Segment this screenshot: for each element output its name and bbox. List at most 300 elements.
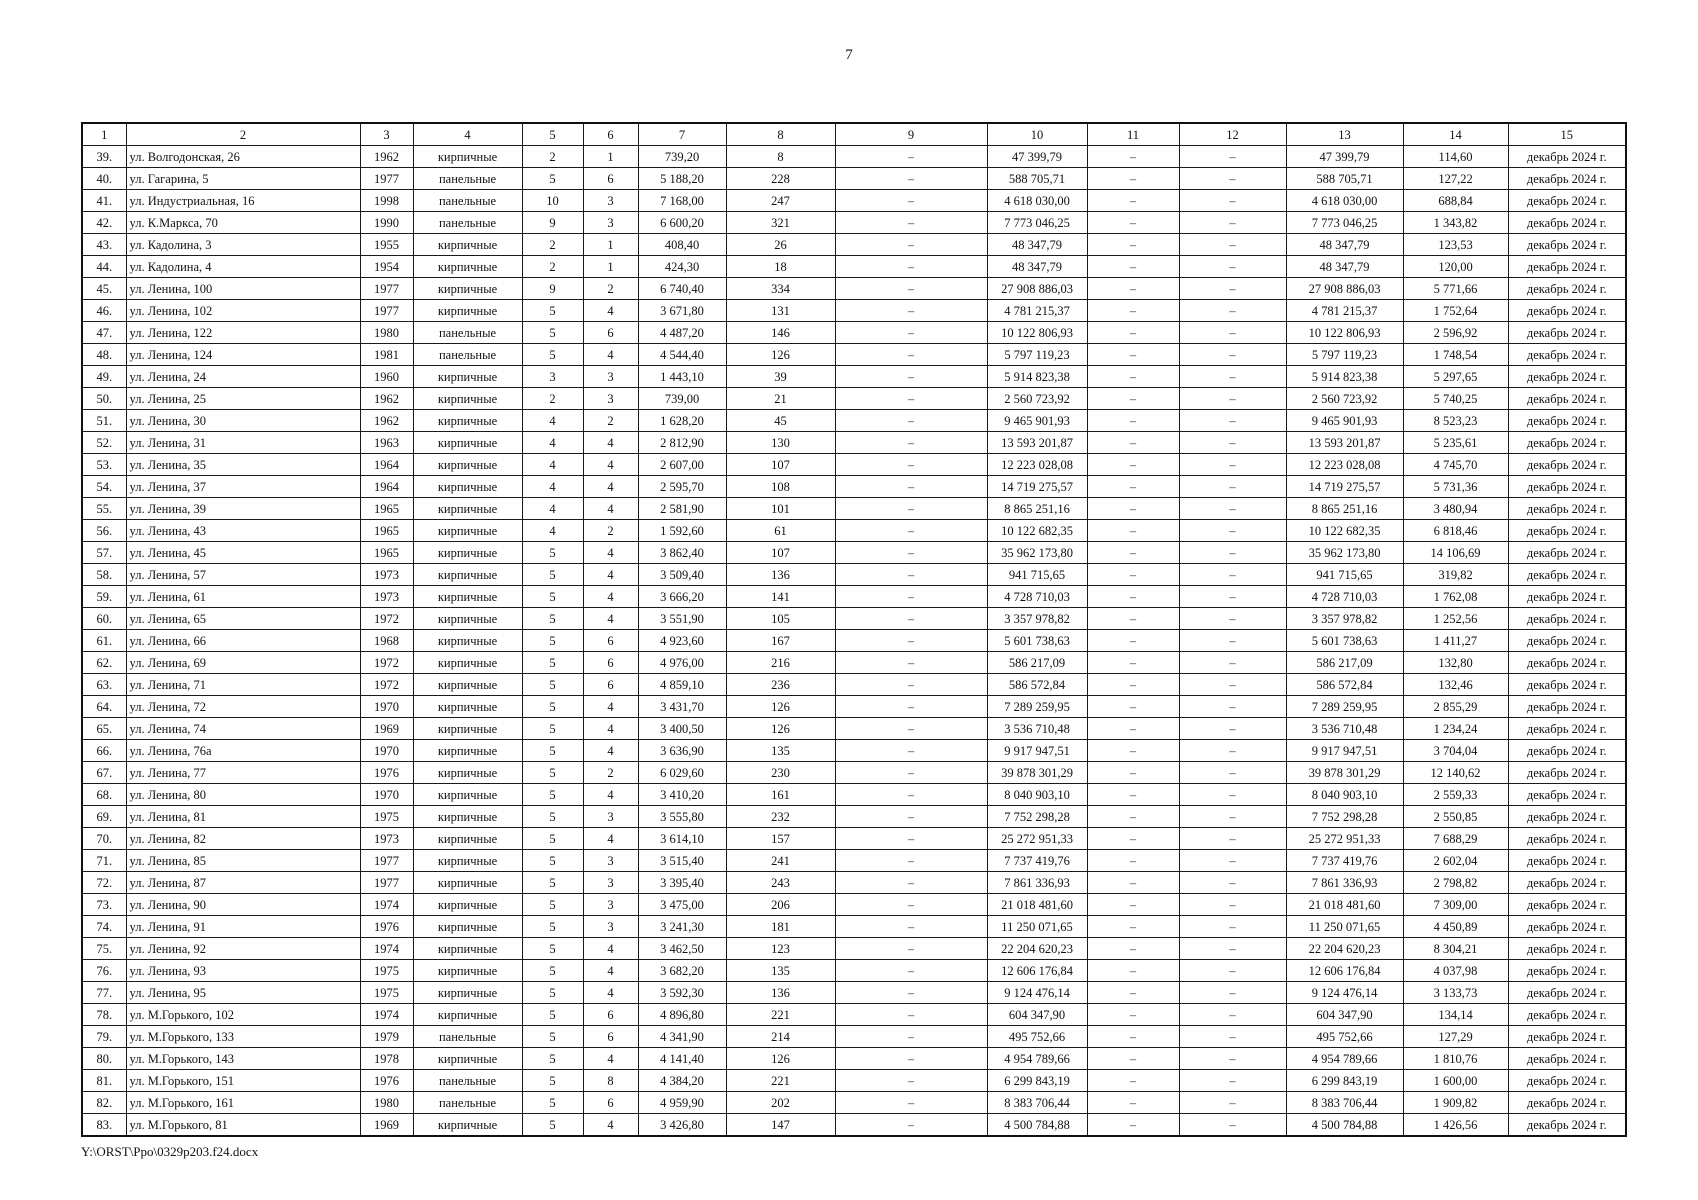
table-cell-col-7: 4 544,40: [638, 344, 726, 366]
table-cell-col-10: 4 728 710,03: [987, 586, 1087, 608]
table-cell-col-4: кирпичные: [413, 630, 522, 652]
table-cell-col-5: 5: [522, 784, 583, 806]
table-cell-col-5: 5: [522, 1070, 583, 1092]
table-cell-col-14: 127,22: [1403, 168, 1508, 190]
table-cell-col-10: 10 122 682,35: [987, 520, 1087, 542]
table-row: [82, 872, 1626, 894]
table-cell-col-12: –: [1179, 278, 1286, 300]
table-cell-col-15: декабрь 2024 г.: [1508, 982, 1626, 1004]
table-cell-col-11: –: [1087, 806, 1179, 828]
table-cell-col-12: –: [1179, 1004, 1286, 1026]
table-cell-col-5: 5: [522, 608, 583, 630]
table-cell-col-6: 3: [583, 872, 638, 894]
table-cell-col-1: 68.: [82, 784, 126, 806]
table-cell-col-5: 5: [522, 1092, 583, 1114]
table-cell-col-3: 1965: [360, 498, 413, 520]
table-row: [82, 1004, 1626, 1026]
table-row: [82, 1070, 1626, 1092]
table-cell-col-15: декабрь 2024 г.: [1508, 938, 1626, 960]
table-cell-col-6: 3: [583, 850, 638, 872]
table-cell-col-13: 12 223 028,08: [1286, 454, 1403, 476]
table-cell-col-9: –: [835, 762, 987, 784]
table-cell-col-3: 1970: [360, 740, 413, 762]
table-cell-col-4: кирпичные: [413, 828, 522, 850]
table-cell-col-1: 65.: [82, 718, 126, 740]
table-cell-col-11: –: [1087, 718, 1179, 740]
table-cell-col-4: кирпичные: [413, 410, 522, 432]
table-cell-col-3: 1972: [360, 652, 413, 674]
table-cell-col-4: кирпичные: [413, 960, 522, 982]
table-cell-col-14: 1 252,56: [1403, 608, 1508, 630]
table-cell-col-13: 6 299 843,19: [1286, 1070, 1403, 1092]
table-cell-col-2: ул. Ленина, 24: [126, 366, 360, 388]
table-cell-col-3: 1975: [360, 960, 413, 982]
table-row: [82, 212, 1626, 234]
table-cell-col-15: декабрь 2024 г.: [1508, 410, 1626, 432]
table-cell-col-13: 5 797 119,23: [1286, 344, 1403, 366]
table-cell-col-13: 47 399,79: [1286, 146, 1403, 168]
table-cell-col-3: 1976: [360, 1070, 413, 1092]
table-cell-col-5: 5: [522, 674, 583, 696]
table-cell-col-11: –: [1087, 366, 1179, 388]
table-cell-col-9: –: [835, 300, 987, 322]
column-header-11: 11: [1087, 123, 1179, 146]
table-cell-col-15: декабрь 2024 г.: [1508, 960, 1626, 982]
table-cell-col-13: 8 865 251,16: [1286, 498, 1403, 520]
table-cell-col-15: декабрь 2024 г.: [1508, 608, 1626, 630]
table-cell-col-11: –: [1087, 652, 1179, 674]
table-cell-col-6: 3: [583, 806, 638, 828]
table-cell-col-1: 59.: [82, 586, 126, 608]
table-cell-col-3: 1974: [360, 938, 413, 960]
table-row: [82, 366, 1626, 388]
table-cell-col-3: 1977: [360, 300, 413, 322]
table-cell-col-2: ул. К.Маркса, 70: [126, 212, 360, 234]
table-cell-col-5: 4: [522, 432, 583, 454]
table-cell-col-1: 82.: [82, 1092, 126, 1114]
table-cell-col-6: 4: [583, 696, 638, 718]
table-cell-col-8: 21: [726, 388, 835, 410]
table-cell-col-11: –: [1087, 1092, 1179, 1114]
table-cell-col-3: 1968: [360, 630, 413, 652]
table-row: [82, 784, 1626, 806]
table-cell-col-12: –: [1179, 1048, 1286, 1070]
table-row: [82, 564, 1626, 586]
table-cell-col-7: 3 475,00: [638, 894, 726, 916]
table-cell-col-15: декабрь 2024 г.: [1508, 234, 1626, 256]
table-cell-col-14: 7 309,00: [1403, 894, 1508, 916]
table-cell-col-8: 236: [726, 674, 835, 696]
table-cell-col-6: 2: [583, 762, 638, 784]
table-cell-col-13: 22 204 620,23: [1286, 938, 1403, 960]
table-cell-col-1: 80.: [82, 1048, 126, 1070]
table-body: [82, 146, 1626, 1137]
table-cell-col-14: 8 523,23: [1403, 410, 1508, 432]
table-cell-col-8: 221: [726, 1004, 835, 1026]
table-cell-col-15: декабрь 2024 г.: [1508, 388, 1626, 410]
table-cell-col-8: 334: [726, 278, 835, 300]
table-cell-col-6: 3: [583, 366, 638, 388]
table-cell-col-14: 1 752,64: [1403, 300, 1508, 322]
table-cell-col-2: ул. М.Горького, 143: [126, 1048, 360, 1070]
table-cell-col-4: кирпичные: [413, 278, 522, 300]
table-cell-col-14: 2 798,82: [1403, 872, 1508, 894]
table-cell-col-12: –: [1179, 630, 1286, 652]
table-cell-col-11: –: [1087, 234, 1179, 256]
table-cell-col-8: 18: [726, 256, 835, 278]
table-cell-col-4: панельные: [413, 212, 522, 234]
table-cell-col-11: –: [1087, 146, 1179, 168]
table-cell-col-13: 48 347,79: [1286, 234, 1403, 256]
table-cell-col-12: –: [1179, 300, 1286, 322]
table-cell-col-7: 3 555,80: [638, 806, 726, 828]
column-header-6: 6: [583, 123, 638, 146]
table-cell-col-3: 1980: [360, 322, 413, 344]
table-cell-col-8: 126: [726, 344, 835, 366]
table-cell-col-7: 4 384,20: [638, 1070, 726, 1092]
table-cell-col-11: –: [1087, 784, 1179, 806]
table-cell-col-8: 107: [726, 542, 835, 564]
table-cell-col-5: 5: [522, 806, 583, 828]
table-cell-col-9: –: [835, 498, 987, 520]
table-cell-col-6: 6: [583, 1004, 638, 1026]
table-cell-col-15: декабрь 2024 г.: [1508, 366, 1626, 388]
table-cell-col-8: 206: [726, 894, 835, 916]
table-cell-col-12: –: [1179, 806, 1286, 828]
table-cell-col-10: 12 223 028,08: [987, 454, 1087, 476]
table-cell-col-4: кирпичные: [413, 872, 522, 894]
table-cell-col-13: 14 719 275,57: [1286, 476, 1403, 498]
table-cell-col-1: 72.: [82, 872, 126, 894]
table-cell-col-8: 181: [726, 916, 835, 938]
table-cell-col-7: 3 431,70: [638, 696, 726, 718]
table-cell-col-13: 2 560 723,92: [1286, 388, 1403, 410]
table-cell-col-4: панельные: [413, 1092, 522, 1114]
table-cell-col-5: 5: [522, 586, 583, 608]
table-cell-col-2: ул. Ленина, 45: [126, 542, 360, 564]
column-header-13: 13: [1286, 123, 1403, 146]
table-cell-col-10: 9 917 947,51: [987, 740, 1087, 762]
table-cell-col-7: 2 595,70: [638, 476, 726, 498]
table-cell-col-6: 4: [583, 784, 638, 806]
table-cell-col-7: 4 487,20: [638, 322, 726, 344]
table-cell-col-6: 4: [583, 432, 638, 454]
table-cell-col-15: декабрь 2024 г.: [1508, 1026, 1626, 1048]
table-cell-col-3: 1998: [360, 190, 413, 212]
table-cell-col-6: 2: [583, 278, 638, 300]
table-cell-col-3: 1975: [360, 806, 413, 828]
table-cell-col-2: ул. Ленина, 43: [126, 520, 360, 542]
table-cell-col-5: 5: [522, 1004, 583, 1026]
table-cell-col-9: –: [835, 608, 987, 630]
table-cell-col-12: –: [1179, 168, 1286, 190]
table-cell-col-10: 35 962 173,80: [987, 542, 1087, 564]
table-cell-col-12: –: [1179, 256, 1286, 278]
table-cell-col-8: 141: [726, 586, 835, 608]
table-cell-col-4: панельные: [413, 344, 522, 366]
table-cell-col-3: 1954: [360, 256, 413, 278]
housing-table: [81, 122, 1627, 1137]
table-cell-col-3: 1978: [360, 1048, 413, 1070]
table-cell-col-5: 5: [522, 850, 583, 872]
table-cell-col-9: –: [835, 1070, 987, 1092]
table-cell-col-11: –: [1087, 542, 1179, 564]
table-cell-col-14: 114,60: [1403, 146, 1508, 168]
table-cell-col-10: 7 289 259,95: [987, 696, 1087, 718]
table-cell-col-5: 5: [522, 894, 583, 916]
table-cell-col-10: 586 572,84: [987, 674, 1087, 696]
table-cell-col-12: –: [1179, 454, 1286, 476]
table-row: [82, 982, 1626, 1004]
table-cell-col-7: 2 812,90: [638, 432, 726, 454]
table-cell-col-6: 4: [583, 718, 638, 740]
table-cell-col-1: 81.: [82, 1070, 126, 1092]
table-cell-col-2: ул. Ленина, 39: [126, 498, 360, 520]
table-cell-col-6: 4: [583, 828, 638, 850]
table-cell-col-10: 9 124 476,14: [987, 982, 1087, 1004]
table-cell-col-12: –: [1179, 234, 1286, 256]
table-cell-col-13: 10 122 682,35: [1286, 520, 1403, 542]
table-cell-col-7: 2 607,00: [638, 454, 726, 476]
table-cell-col-15: декабрь 2024 г.: [1508, 256, 1626, 278]
table-cell-col-8: 232: [726, 806, 835, 828]
table-cell-col-4: кирпичные: [413, 388, 522, 410]
table-cell-col-15: декабрь 2024 г.: [1508, 674, 1626, 696]
table-cell-col-2: ул. Ленина, 72: [126, 696, 360, 718]
table-cell-col-4: кирпичные: [413, 938, 522, 960]
table-cell-col-3: 1962: [360, 388, 413, 410]
table-cell-col-11: –: [1087, 190, 1179, 212]
table-cell-col-12: –: [1179, 212, 1286, 234]
table-cell-col-8: 241: [726, 850, 835, 872]
table-cell-col-8: 136: [726, 564, 835, 586]
table-cell-col-7: 1 443,10: [638, 366, 726, 388]
table-cell-col-11: –: [1087, 586, 1179, 608]
table-cell-col-7: 5 188,20: [638, 168, 726, 190]
table-cell-col-13: 5 601 738,63: [1286, 630, 1403, 652]
table-cell-col-3: 1976: [360, 916, 413, 938]
table-row: [82, 916, 1626, 938]
footer-file-path: Y:\ORST\Ppo\0329p203.f24.docx: [81, 1144, 259, 1159]
table-row: [82, 410, 1626, 432]
table-cell-col-15: декабрь 2024 г.: [1508, 1114, 1626, 1137]
table-cell-col-11: –: [1087, 344, 1179, 366]
table-cell-col-3: 1973: [360, 586, 413, 608]
table-cell-col-6: 2: [583, 520, 638, 542]
table-cell-col-15: декабрь 2024 г.: [1508, 916, 1626, 938]
table-cell-col-3: 1962: [360, 410, 413, 432]
table-cell-col-11: –: [1087, 476, 1179, 498]
table-cell-col-1: 52.: [82, 432, 126, 454]
table-cell-col-4: панельные: [413, 168, 522, 190]
table-cell-col-1: 51.: [82, 410, 126, 432]
table-cell-col-5: 3: [522, 366, 583, 388]
table-cell-col-5: 5: [522, 300, 583, 322]
table-cell-col-3: 1977: [360, 278, 413, 300]
table-cell-col-3: 1955: [360, 234, 413, 256]
table-cell-col-14: 4 745,70: [1403, 454, 1508, 476]
table-cell-col-6: 4: [583, 938, 638, 960]
table-cell-col-11: –: [1087, 960, 1179, 982]
table-cell-col-3: 1974: [360, 894, 413, 916]
table-cell-col-12: –: [1179, 960, 1286, 982]
table-cell-col-14: 2 550,85: [1403, 806, 1508, 828]
table-cell-col-6: 4: [583, 740, 638, 762]
table-cell-col-2: ул. Ленина, 30: [126, 410, 360, 432]
table-row: [82, 1114, 1626, 1137]
table-cell-col-10: 8 040 903,10: [987, 784, 1087, 806]
table-cell-col-12: –: [1179, 322, 1286, 344]
table-cell-col-9: –: [835, 476, 987, 498]
table-cell-col-1: 50.: [82, 388, 126, 410]
table-cell-col-11: –: [1087, 1114, 1179, 1137]
table-cell-col-5: 5: [522, 960, 583, 982]
table-cell-col-15: декабрь 2024 г.: [1508, 344, 1626, 366]
table-cell-col-5: 5: [522, 828, 583, 850]
table-cell-col-10: 588 705,71: [987, 168, 1087, 190]
table-cell-col-4: панельные: [413, 1070, 522, 1092]
table-cell-col-10: 7 861 336,93: [987, 872, 1087, 894]
table-cell-col-8: 216: [726, 652, 835, 674]
table-cell-col-8: 136: [726, 982, 835, 1004]
table-row: [82, 1092, 1626, 1114]
table-cell-col-11: –: [1087, 828, 1179, 850]
table-row: [82, 300, 1626, 322]
table-cell-col-15: декабрь 2024 г.: [1508, 1070, 1626, 1092]
column-header-15: 15: [1508, 123, 1626, 146]
table-cell-col-10: 25 272 951,33: [987, 828, 1087, 850]
table-cell-col-11: –: [1087, 410, 1179, 432]
table-container: [81, 122, 1625, 1137]
table-cell-col-13: 39 878 301,29: [1286, 762, 1403, 784]
table-cell-col-2: ул. Гагарина, 5: [126, 168, 360, 190]
table-cell-col-8: 126: [726, 718, 835, 740]
table-cell-col-13: 5 914 823,38: [1286, 366, 1403, 388]
table-cell-col-2: ул. Ленина, 35: [126, 454, 360, 476]
table-cell-col-9: –: [835, 916, 987, 938]
table-cell-col-9: –: [835, 344, 987, 366]
table-cell-col-5: 2: [522, 388, 583, 410]
table-cell-col-13: 10 122 806,93: [1286, 322, 1403, 344]
table-cell-col-5: 5: [522, 696, 583, 718]
table-cell-col-11: –: [1087, 630, 1179, 652]
table-cell-col-13: 604 347,90: [1286, 1004, 1403, 1026]
table-cell-col-9: –: [835, 564, 987, 586]
table-cell-col-6: 8: [583, 1070, 638, 1092]
table-cell-col-8: 321: [726, 212, 835, 234]
table-cell-col-15: декабрь 2024 г.: [1508, 322, 1626, 344]
table-cell-col-1: 69.: [82, 806, 126, 828]
table-row: [82, 762, 1626, 784]
table-cell-col-14: 4 037,98: [1403, 960, 1508, 982]
table-cell-col-14: 2 602,04: [1403, 850, 1508, 872]
table-cell-col-13: 11 250 071,65: [1286, 916, 1403, 938]
table-cell-col-12: –: [1179, 410, 1286, 432]
table-cell-col-12: –: [1179, 1092, 1286, 1114]
table-cell-col-10: 21 018 481,60: [987, 894, 1087, 916]
table-cell-col-11: –: [1087, 608, 1179, 630]
table-cell-col-7: 3 241,30: [638, 916, 726, 938]
table-cell-col-13: 7 737 419,76: [1286, 850, 1403, 872]
table-cell-col-1: 73.: [82, 894, 126, 916]
table-row: [82, 454, 1626, 476]
table-cell-col-6: 6: [583, 652, 638, 674]
table-cell-col-9: –: [835, 146, 987, 168]
table-cell-col-9: –: [835, 850, 987, 872]
table-cell-col-7: 3 462,50: [638, 938, 726, 960]
table-cell-col-2: ул. Ленина, 57: [126, 564, 360, 586]
table-cell-col-13: 48 347,79: [1286, 256, 1403, 278]
table-row: [82, 1026, 1626, 1048]
table-cell-col-8: 230: [726, 762, 835, 784]
table-cell-col-15: декабрь 2024 г.: [1508, 454, 1626, 476]
table-cell-col-2: ул. М.Горького, 161: [126, 1092, 360, 1114]
table-cell-col-10: 7 773 046,25: [987, 212, 1087, 234]
table-cell-col-4: кирпичные: [413, 256, 522, 278]
table-cell-col-1: 39.: [82, 146, 126, 168]
table-cell-col-12: –: [1179, 366, 1286, 388]
table-cell-col-5: 5: [522, 718, 583, 740]
table-cell-col-8: 147: [726, 1114, 835, 1137]
column-header-3: 3: [360, 123, 413, 146]
table-cell-col-12: –: [1179, 828, 1286, 850]
table-cell-col-1: 45.: [82, 278, 126, 300]
table-cell-col-8: 45: [726, 410, 835, 432]
table-cell-col-10: 11 250 071,65: [987, 916, 1087, 938]
table-cell-col-14: 127,29: [1403, 1026, 1508, 1048]
table-cell-col-14: 12 140,62: [1403, 762, 1508, 784]
table-cell-col-15: декабрь 2024 г.: [1508, 1004, 1626, 1026]
table-cell-col-9: –: [835, 872, 987, 894]
table-cell-col-10: 48 347,79: [987, 234, 1087, 256]
table-cell-col-13: 4 618 030,00: [1286, 190, 1403, 212]
table-cell-col-6: 4: [583, 960, 638, 982]
table-cell-col-14: 1 426,56: [1403, 1114, 1508, 1137]
table-cell-col-15: декабрь 2024 г.: [1508, 190, 1626, 212]
table-cell-col-3: 1981: [360, 344, 413, 366]
table-cell-col-5: 2: [522, 234, 583, 256]
table-cell-col-7: 3 515,40: [638, 850, 726, 872]
table-cell-col-14: 132,46: [1403, 674, 1508, 696]
table-cell-col-8: 8: [726, 146, 835, 168]
table-cell-col-5: 4: [522, 410, 583, 432]
table-cell-col-7: 3 509,40: [638, 564, 726, 586]
table-cell-col-11: –: [1087, 674, 1179, 696]
column-header-10: 10: [987, 123, 1087, 146]
table-cell-col-8: 108: [726, 476, 835, 498]
table-cell-col-1: 66.: [82, 740, 126, 762]
table-row: [82, 740, 1626, 762]
table-cell-col-6: 4: [583, 542, 638, 564]
table-cell-col-11: –: [1087, 1026, 1179, 1048]
table-cell-col-9: –: [835, 168, 987, 190]
table-cell-col-12: –: [1179, 718, 1286, 740]
table-cell-col-2: ул. Ленина, 93: [126, 960, 360, 982]
table-cell-col-5: 5: [522, 542, 583, 564]
table-cell-col-10: 2 560 723,92: [987, 388, 1087, 410]
table-cell-col-8: 146: [726, 322, 835, 344]
table-cell-col-11: –: [1087, 520, 1179, 542]
table-cell-col-2: ул. М.Горького, 151: [126, 1070, 360, 1092]
table-cell-col-1: 58.: [82, 564, 126, 586]
table-cell-col-13: 8 383 706,44: [1286, 1092, 1403, 1114]
table-cell-col-7: 1 628,20: [638, 410, 726, 432]
table-cell-col-8: 105: [726, 608, 835, 630]
table-cell-col-12: –: [1179, 146, 1286, 168]
table-cell-col-6: 4: [583, 498, 638, 520]
table-cell-col-10: 47 399,79: [987, 146, 1087, 168]
table-cell-col-15: декабрь 2024 г.: [1508, 498, 1626, 520]
